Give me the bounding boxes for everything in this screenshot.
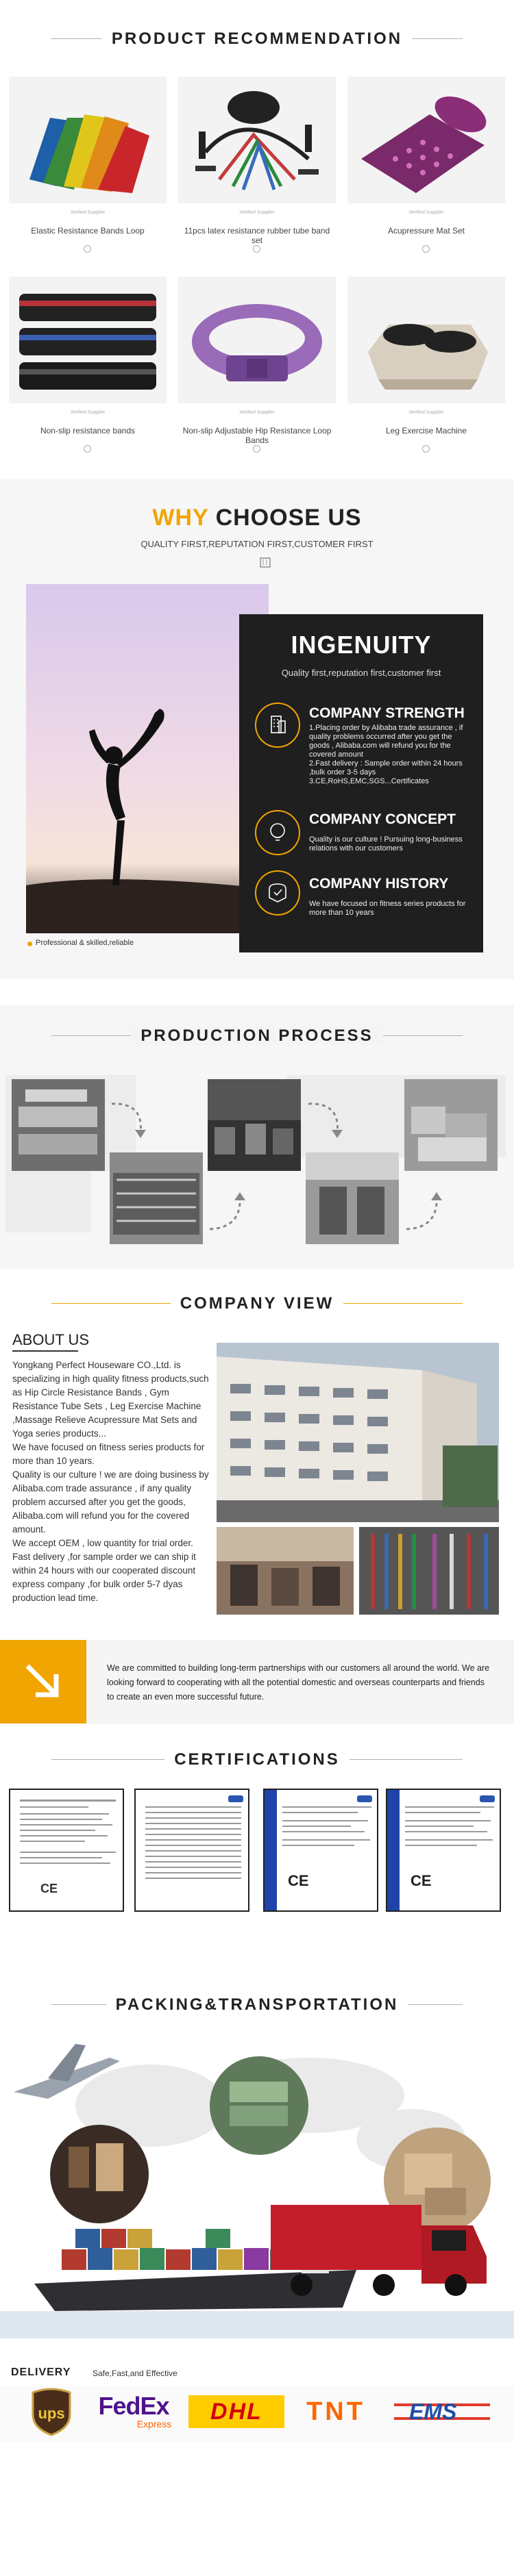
ems-text: EMS — [409, 2399, 457, 2424]
ups-logo — [21, 2386, 82, 2437]
product-name[interactable]: Non-slip resistance bands — [40, 426, 136, 435]
circle-icon — [253, 245, 260, 253]
certificate-image[interactable] — [386, 1789, 501, 1912]
building-icon — [259, 556, 271, 568]
ems-logo — [391, 2386, 493, 2437]
dhl-logo — [188, 2386, 284, 2437]
arrow-icon — [401, 1188, 449, 1236]
fedex-logo — [86, 2386, 182, 2437]
circle-icon — [84, 245, 91, 253]
watermark-shape — [5, 1164, 91, 1233]
certificate-image[interactable] — [263, 1789, 378, 1912]
supplier-label: Verified Supplier — [239, 410, 275, 415]
underline — [12, 1350, 78, 1352]
certificate-image[interactable] — [134, 1789, 249, 1912]
process-photo — [306, 1152, 399, 1244]
showroom-photo — [359, 1527, 499, 1615]
product-name[interactable]: Leg Exercise Machine — [385, 426, 467, 435]
product-image[interactable] — [178, 277, 336, 403]
office-photo — [217, 1527, 354, 1615]
supplier-label: Verified Supplier — [408, 410, 444, 415]
process-photo — [12, 1079, 105, 1171]
certificate-image[interactable] — [9, 1789, 124, 1912]
process-photo — [110, 1152, 203, 1244]
panel-title: INGENUITY — [291, 631, 432, 659]
bullet-icon — [27, 942, 32, 946]
supplier-label: Verified Supplier — [70, 410, 106, 415]
photo-caption: Professional & skilled,reliable — [36, 939, 134, 947]
supplier-label: Verified Supplier — [408, 210, 444, 215]
circle-icon — [253, 445, 260, 453]
production-process-header — [0, 1022, 514, 1050]
product-name[interactable]: 11pcs latex resistance rubber tube band set — [184, 226, 330, 245]
delivery-label: DELIVERY — [11, 2366, 71, 2378]
title-rest: CHOOSE US — [215, 505, 362, 531]
supplier-label: Verified Supplier — [70, 210, 106, 215]
circle-icon — [422, 245, 430, 253]
banner-text: We are committed to building long-term partnerships with our customers all around the world. We are looking forward to cooperating with all the potential domestic and overseas counterparts and friends to create an even more successful future. — [107, 1663, 490, 1702]
delivery-subtitle: Safe,Fast,and Effective — [93, 2369, 178, 2378]
section-title: PRODUCT RECOMMENDATION — [102, 29, 412, 48]
product-name[interactable]: Acupressure Mat Set — [387, 226, 465, 236]
dhl-text: DHL — [188, 2395, 284, 2428]
tnt-text: TNT — [306, 2397, 365, 2426]
factory-building-photo — [217, 1343, 499, 1522]
circle-icon — [84, 445, 91, 453]
arrow-icon — [303, 1096, 351, 1144]
product-card[interactable] — [347, 77, 505, 256]
tnt-logo — [291, 2386, 380, 2437]
arrow-block — [0, 1640, 86, 1723]
product-card[interactable] — [178, 277, 336, 456]
feature-title: COMPANY STRENGTH — [309, 705, 465, 721]
svg-text:CE: CE — [411, 1872, 432, 1889]
ups-text: ups — [38, 2405, 65, 2422]
product-recommendation-header — [0, 25, 514, 53]
process-photo — [208, 1079, 301, 1171]
product-card[interactable] — [9, 277, 167, 456]
product-name[interactable]: Elastic Resistance Bands Loop — [31, 226, 145, 236]
circle-icon — [422, 445, 430, 453]
product-image[interactable] — [9, 277, 167, 403]
fedex-sub: Express — [136, 2419, 172, 2429]
arrow-icon — [204, 1188, 252, 1236]
certifications-header — [0, 1746, 514, 1773]
feature-text: 1.Placing order by Alibaba trade assurance , if quality problems occurred after you get the goods , Alibaba.com will refund you for the covered amount 2.Fast delivery : Sample order within 24 hours ,bulk order 3-5 days 3.CE,RoHS,EMC,SGS...Certificates — [309, 724, 463, 785]
product-card[interactable] — [178, 77, 336, 256]
strength-icon — [255, 703, 300, 748]
transport-graphic — [0, 2030, 514, 2338]
section-title: CERTIFICATIONS — [164, 1750, 350, 1769]
product-card[interactable] — [347, 277, 505, 456]
title-accent: WHY — [152, 505, 209, 531]
why-choose-title — [0, 505, 514, 531]
feature-title: COMPANY HISTORY — [309, 876, 449, 892]
concept-icon — [255, 810, 300, 855]
packing-header — [0, 1991, 514, 2019]
product-card[interactable] — [9, 77, 167, 256]
why-choose-subtitle: QUALITY FIRST,REPUTATION FIRST,CUSTOMER FIRST — [140, 539, 374, 549]
section-title: PACKING&TRANSPORTATION — [106, 1995, 408, 2014]
feature-title: COMPANY CONCEPT — [309, 811, 456, 827]
svg-text:CE: CE — [288, 1872, 309, 1889]
product-image[interactable] — [9, 77, 167, 203]
section-title: COMPANY VIEW — [171, 1294, 343, 1313]
cert-mark: CE — [40, 1882, 58, 1895]
product-image[interactable] — [178, 77, 336, 203]
section-title: PRODUCTION PROCESS — [131, 1026, 382, 1045]
yoga-photo — [26, 584, 269, 933]
product-name[interactable]: Non-slip Adjustable Hip Resistance Loop Bands — [182, 426, 332, 445]
arrow-icon — [106, 1096, 154, 1144]
about-title: ABOUT US — [12, 1331, 90, 1348]
product-image[interactable] — [347, 277, 505, 403]
process-photo — [404, 1079, 498, 1171]
company-view-header — [0, 1290, 514, 1317]
about-text: Yongkang Perfect Houseware CO.,Ltd. is specializing in high quality fitness products,such as Hip Circle Resistance Bands , Gym Resistance Tube Sets , Leg Exercise Machine ,Massage Relieve Acupressure Mat Sets and Yoga series products... We have focused on fitness series products for more than 10 years. Quality is our culture ! we are doing business by Alibaba.com trade assurance , if any quality problem accursed after you get the goods, Alibaba.com will refund you for the covered amount. We accept OEM , low quantity for trial order. Fast delivery ,for sample order we can ship it within 24 hours with our cooperated discount express company ,for bulk order 5-7 dyas production lead time. — [12, 1360, 209, 1603]
supplier-label: Verified Supplier — [239, 210, 275, 215]
feature-text: We have focused on fitness series products for more than 10 years — [309, 900, 466, 917]
product-image[interactable] — [347, 77, 505, 203]
history-icon — [255, 870, 300, 916]
fedex-text: FedEx — [98, 2392, 169, 2420]
feature-text: Quality is our culture ! Pursuing long-business relations with our customers — [309, 835, 463, 853]
panel-subtitle: Quality first,reputation first,customer first — [281, 668, 441, 678]
